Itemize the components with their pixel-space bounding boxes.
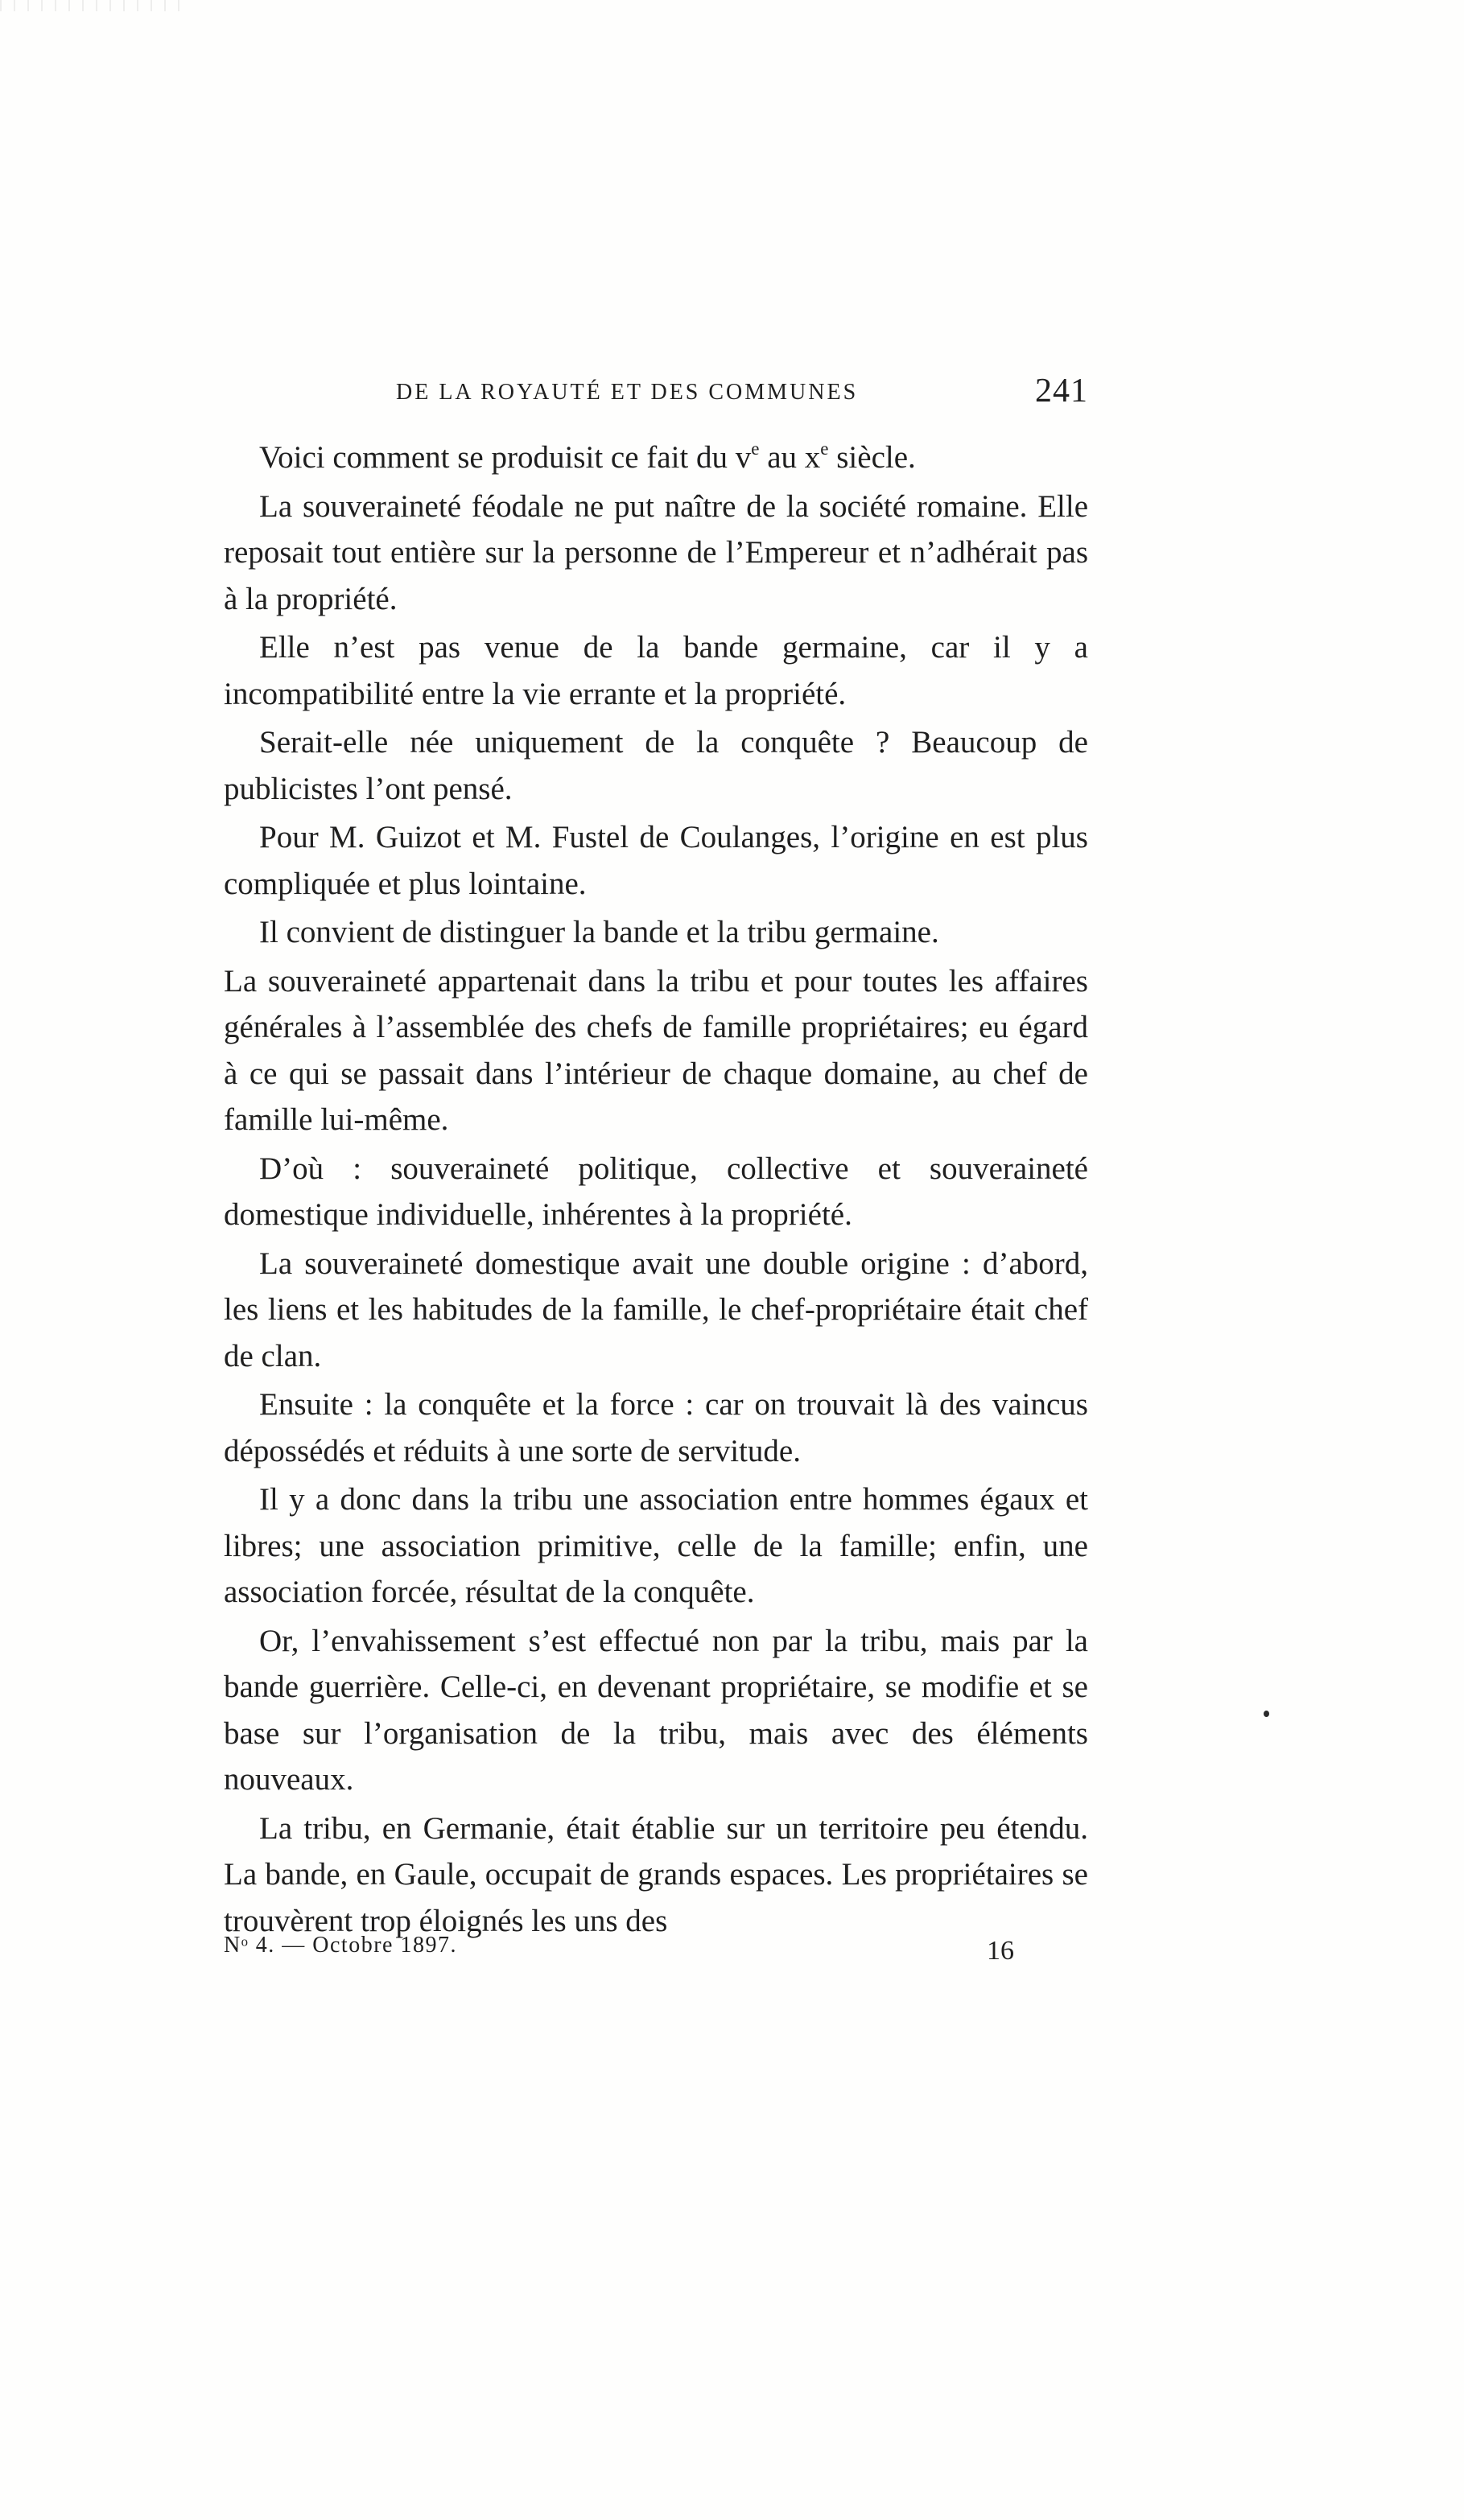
scan-edge-noise	[0, 0, 185, 11]
page-footer	[224, 1926, 1088, 1974]
paragraph: Ensuite : la conquête et la force : car on trouvait là des vaincus dépossédés et réduits à une sorte de servitude.	[224, 1387, 1088, 1468]
paragraph: D’où : souveraineté politique, collective et souveraineté domestique individuelle, inhérentes à la propriété.	[224, 1151, 1088, 1232]
body-text	[224, 434, 1088, 1946]
running-head	[224, 372, 1088, 420]
running-title: DE LA ROYAUTÉ ET DES COMMUNES	[396, 380, 859, 405]
paragraph: La tribu, en Germanie, était établie sur un territoire peu étendu. La bande, en Gaule, occupait de grands espaces. Les propriétaires se trouvèrent trop éloignés les uns des	[224, 1810, 1088, 1938]
issue-line: Nᵒ 4. — Octobre 1897.	[224, 1933, 457, 1958]
paragraph: La souveraineté appartenait dans la tribu et pour toutes les affaires générales à l’assemblée des chefs de famille propriétaires; eu égard à ce qui se passait dans l’intérieur de chaque domaine, au chef de famille lui-même.	[224, 963, 1088, 1137]
page-number: 241	[1035, 373, 1088, 410]
paragraph: Elle n’est pas venue de la bande germaine, car il y a incompatibilité entre la vie errante et la propriété.	[224, 630, 1088, 711]
paragraph: Pour M. Guizot et M. Fustel de Coulanges, l’origine en est plus compliquée et plus lointaine.	[224, 820, 1088, 901]
paragraph: La souveraineté féodale ne put naître de la société romaine. Elle reposait tout entière sur la personne de l’Empereur et n’adhérait pas à la propriété.	[224, 488, 1088, 616]
ink-speck	[1264, 1711, 1269, 1717]
signature-mark: 16	[987, 1936, 1014, 1966]
paragraph: Voici comment se produisit ce fait du $v^e$ au $x^e$ siècle.	[259, 439, 916, 475]
paragraph: Serait-elle née uniquement de la conquête ? Beaucoup de publicistes l’ont pensé.	[224, 725, 1088, 806]
paragraph: Il y a donc dans la tribu une association entre hommes égaux et libres; une association primitive, celle de la famille; enfin, une association forcée, résultat de la conquête.	[224, 1482, 1088, 1609]
paragraph: La souveraineté domestique avait une double origine : d’abord, les liens et les habitudes de la famille, le chef-propriétaire était chef de clan.	[224, 1246, 1088, 1373]
paragraph: Or, l’envahissement s’est effectué non par la tribu, mais par la bande guerrière. Celle-ci, en devenant propriétaire, se modifie et se base sur l’organisation de la tribu, mais avec des éléments nouveaux.	[224, 1623, 1088, 1797]
paragraph: Il convient de distinguer la bande et la tribu germaine.	[259, 915, 939, 949]
